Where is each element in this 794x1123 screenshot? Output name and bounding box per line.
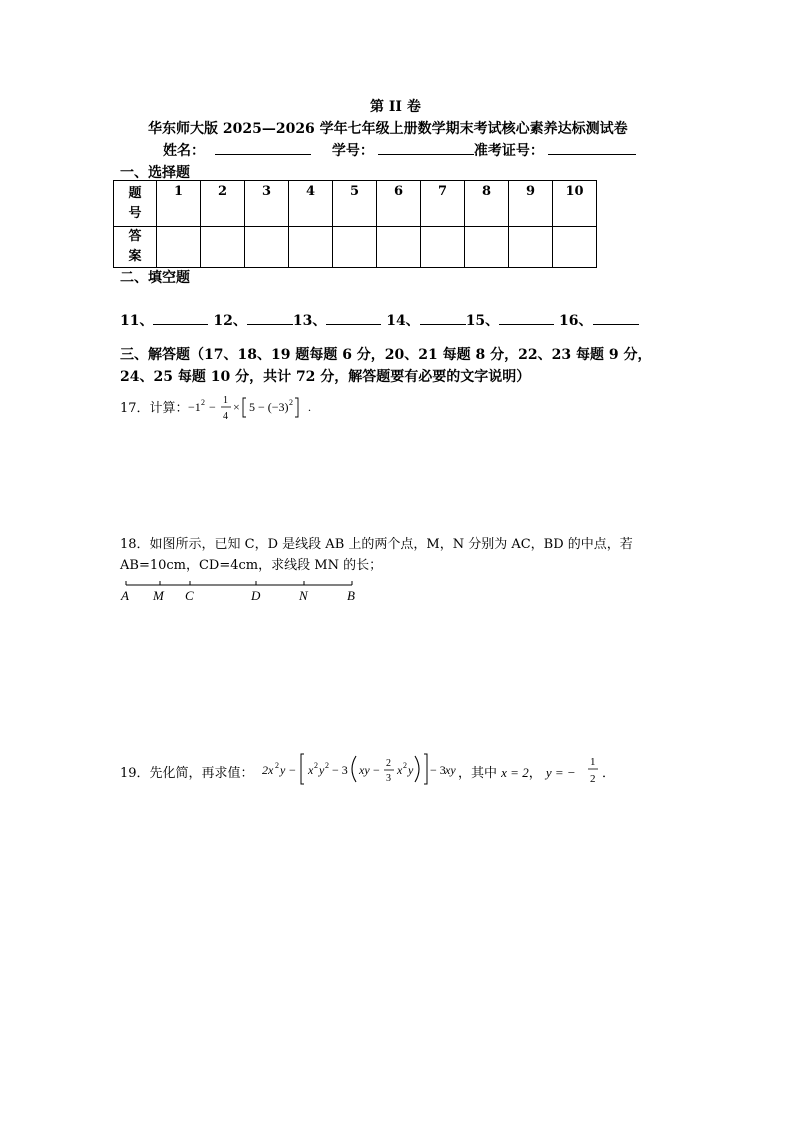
answer-cell[interactable] xyxy=(465,227,509,268)
svg-text:−: − xyxy=(373,763,380,777)
q-number-8: 8 xyxy=(465,181,509,227)
svg-text:.: . xyxy=(308,400,311,414)
answer-cell[interactable] xyxy=(245,227,289,268)
point-N: N xyxy=(299,588,308,603)
blank-11[interactable] xyxy=(153,310,208,325)
question-17 xyxy=(120,397,189,416)
answer-cell[interactable] xyxy=(509,227,553,268)
name-label: 姓名： xyxy=(163,143,205,159)
svg-text:×: × xyxy=(233,400,240,414)
svg-text:y: y xyxy=(280,763,286,777)
q-number-3: 3 xyxy=(245,181,289,227)
blank-label-13: 13、 xyxy=(292,313,327,329)
point-B: B xyxy=(347,588,355,603)
svg-text:2: 2 xyxy=(386,758,391,769)
q18-line1: 18．如图所示，已知 C，D 是线段 AB 上的两个点，M，N 分别为 AC，BD 的中点，若 xyxy=(120,537,633,552)
row-header-answer xyxy=(114,227,157,268)
q-number-4: 4 xyxy=(289,181,333,227)
svg-text:x: x xyxy=(397,763,403,777)
svg-text:− 3: − 3 xyxy=(332,763,348,777)
q18-line-diagram xyxy=(118,578,368,606)
answer-cell[interactable] xyxy=(201,227,245,268)
blank-14[interactable] xyxy=(420,310,466,325)
blank-12[interactable] xyxy=(247,310,293,325)
blank-label-15: 15、 xyxy=(465,313,500,329)
answer-cell[interactable] xyxy=(289,227,333,268)
svg-text:xy: xy xyxy=(359,763,370,777)
svg-text:xy: xy xyxy=(445,763,456,777)
svg-text:−: − xyxy=(289,763,296,777)
q19-comma: ， xyxy=(528,766,542,781)
table-row xyxy=(114,181,597,227)
point-C: C xyxy=(185,588,194,603)
point-M: M xyxy=(153,588,164,603)
q-number-10: 10 xyxy=(553,181,597,227)
svg-text:4: 4 xyxy=(223,411,228,422)
q19-where: ，其中 xyxy=(458,766,498,781)
svg-text:1: 1 xyxy=(590,756,596,768)
blank-13[interactable] xyxy=(326,310,381,325)
blank-15[interactable] xyxy=(499,310,554,325)
blank-label-14: 14、 xyxy=(386,313,420,329)
svg-text:2: 2 xyxy=(590,773,596,785)
svg-text:− 3: − 3 xyxy=(430,763,446,777)
svg-text:2: 2 xyxy=(275,761,279,770)
svg-text:y: y xyxy=(319,763,325,777)
q19-label: 19．先化简，再求值： xyxy=(120,766,254,781)
answer-cell[interactable] xyxy=(377,227,421,268)
q19-x-value: x = 2 xyxy=(501,765,529,780)
answer-cell[interactable] xyxy=(421,227,465,268)
fill-blank-line xyxy=(120,310,639,330)
point-D: D xyxy=(251,588,261,603)
answer-cell[interactable] xyxy=(553,227,597,268)
svg-text:3: 3 xyxy=(386,773,391,784)
blank-label-11: 11、 xyxy=(120,313,154,329)
svg-text:5 − (−3): 5 − (−3) xyxy=(249,400,289,414)
svg-text:2: 2 xyxy=(289,398,293,407)
student-id-field[interactable] xyxy=(378,140,474,155)
q19-formula xyxy=(258,748,458,790)
svg-text:−1: −1 xyxy=(188,400,201,414)
name-field[interactable] xyxy=(215,140,311,155)
table-row xyxy=(114,227,597,268)
student-id-label: 学号： xyxy=(331,143,374,159)
row-header-text: 答案 xyxy=(128,229,142,264)
section3-title-line1: 三、解答题（17、18、19 题每题 6 分，20、21 每题 8 分，22、23 每题 9 分， xyxy=(120,347,652,363)
row-header-number xyxy=(114,181,157,227)
blank-label-16: 16、 xyxy=(559,313,593,329)
row-header-text: 题号 xyxy=(128,185,142,221)
q-number-9: 9 xyxy=(509,181,553,227)
answer-cell[interactable] xyxy=(157,227,201,268)
blank-16[interactable] xyxy=(593,310,639,325)
q17-formula xyxy=(186,392,316,424)
q-number-7: 7 xyxy=(421,181,465,227)
exam-no-label: 准考证号： xyxy=(473,143,544,159)
section1-title: 一、选择题 xyxy=(120,165,190,181)
svg-text:2: 2 xyxy=(403,761,407,770)
svg-text:−: − xyxy=(209,400,216,414)
blank-label-12: 12、 xyxy=(213,313,247,329)
point-A: A xyxy=(121,588,129,603)
exam-no-field[interactable] xyxy=(548,140,636,155)
q19-condition xyxy=(458,762,576,781)
svg-text:2: 2 xyxy=(325,761,329,770)
info-line xyxy=(163,140,636,160)
q-number-1: 1 xyxy=(157,181,201,227)
q18-line2: AB=10cm，CD=4cm，求线段 MN 的长； xyxy=(120,558,383,573)
q19-end: ． xyxy=(602,766,616,781)
svg-text:y: y xyxy=(408,763,414,777)
q-number-5: 5 xyxy=(333,181,377,227)
q-number-2: 2 xyxy=(201,181,245,227)
answer-table xyxy=(113,180,597,268)
svg-text:1: 1 xyxy=(223,395,228,406)
q19-y-value: y = − xyxy=(545,765,576,780)
q17-label: 17．计算： xyxy=(120,401,189,416)
exam-title: 华东师大版 2025—2026 学年七年级上册数学期末考试核心素养达标测试卷 xyxy=(148,121,628,137)
section3-title-line2: 24、25 每题 10 分，共计 72 分，解答题要有必要的文字说明） xyxy=(120,369,531,385)
section2-title: 二、填空题 xyxy=(120,270,190,286)
svg-text:x: x xyxy=(308,763,314,777)
svg-text:2: 2 xyxy=(201,398,205,407)
svg-text:2: 2 xyxy=(314,761,318,770)
svg-text:2x: 2x xyxy=(262,763,274,777)
answer-cell[interactable] xyxy=(333,227,377,268)
q-number-6: 6 xyxy=(377,181,421,227)
volume-title: 第 II 卷 xyxy=(370,99,421,115)
